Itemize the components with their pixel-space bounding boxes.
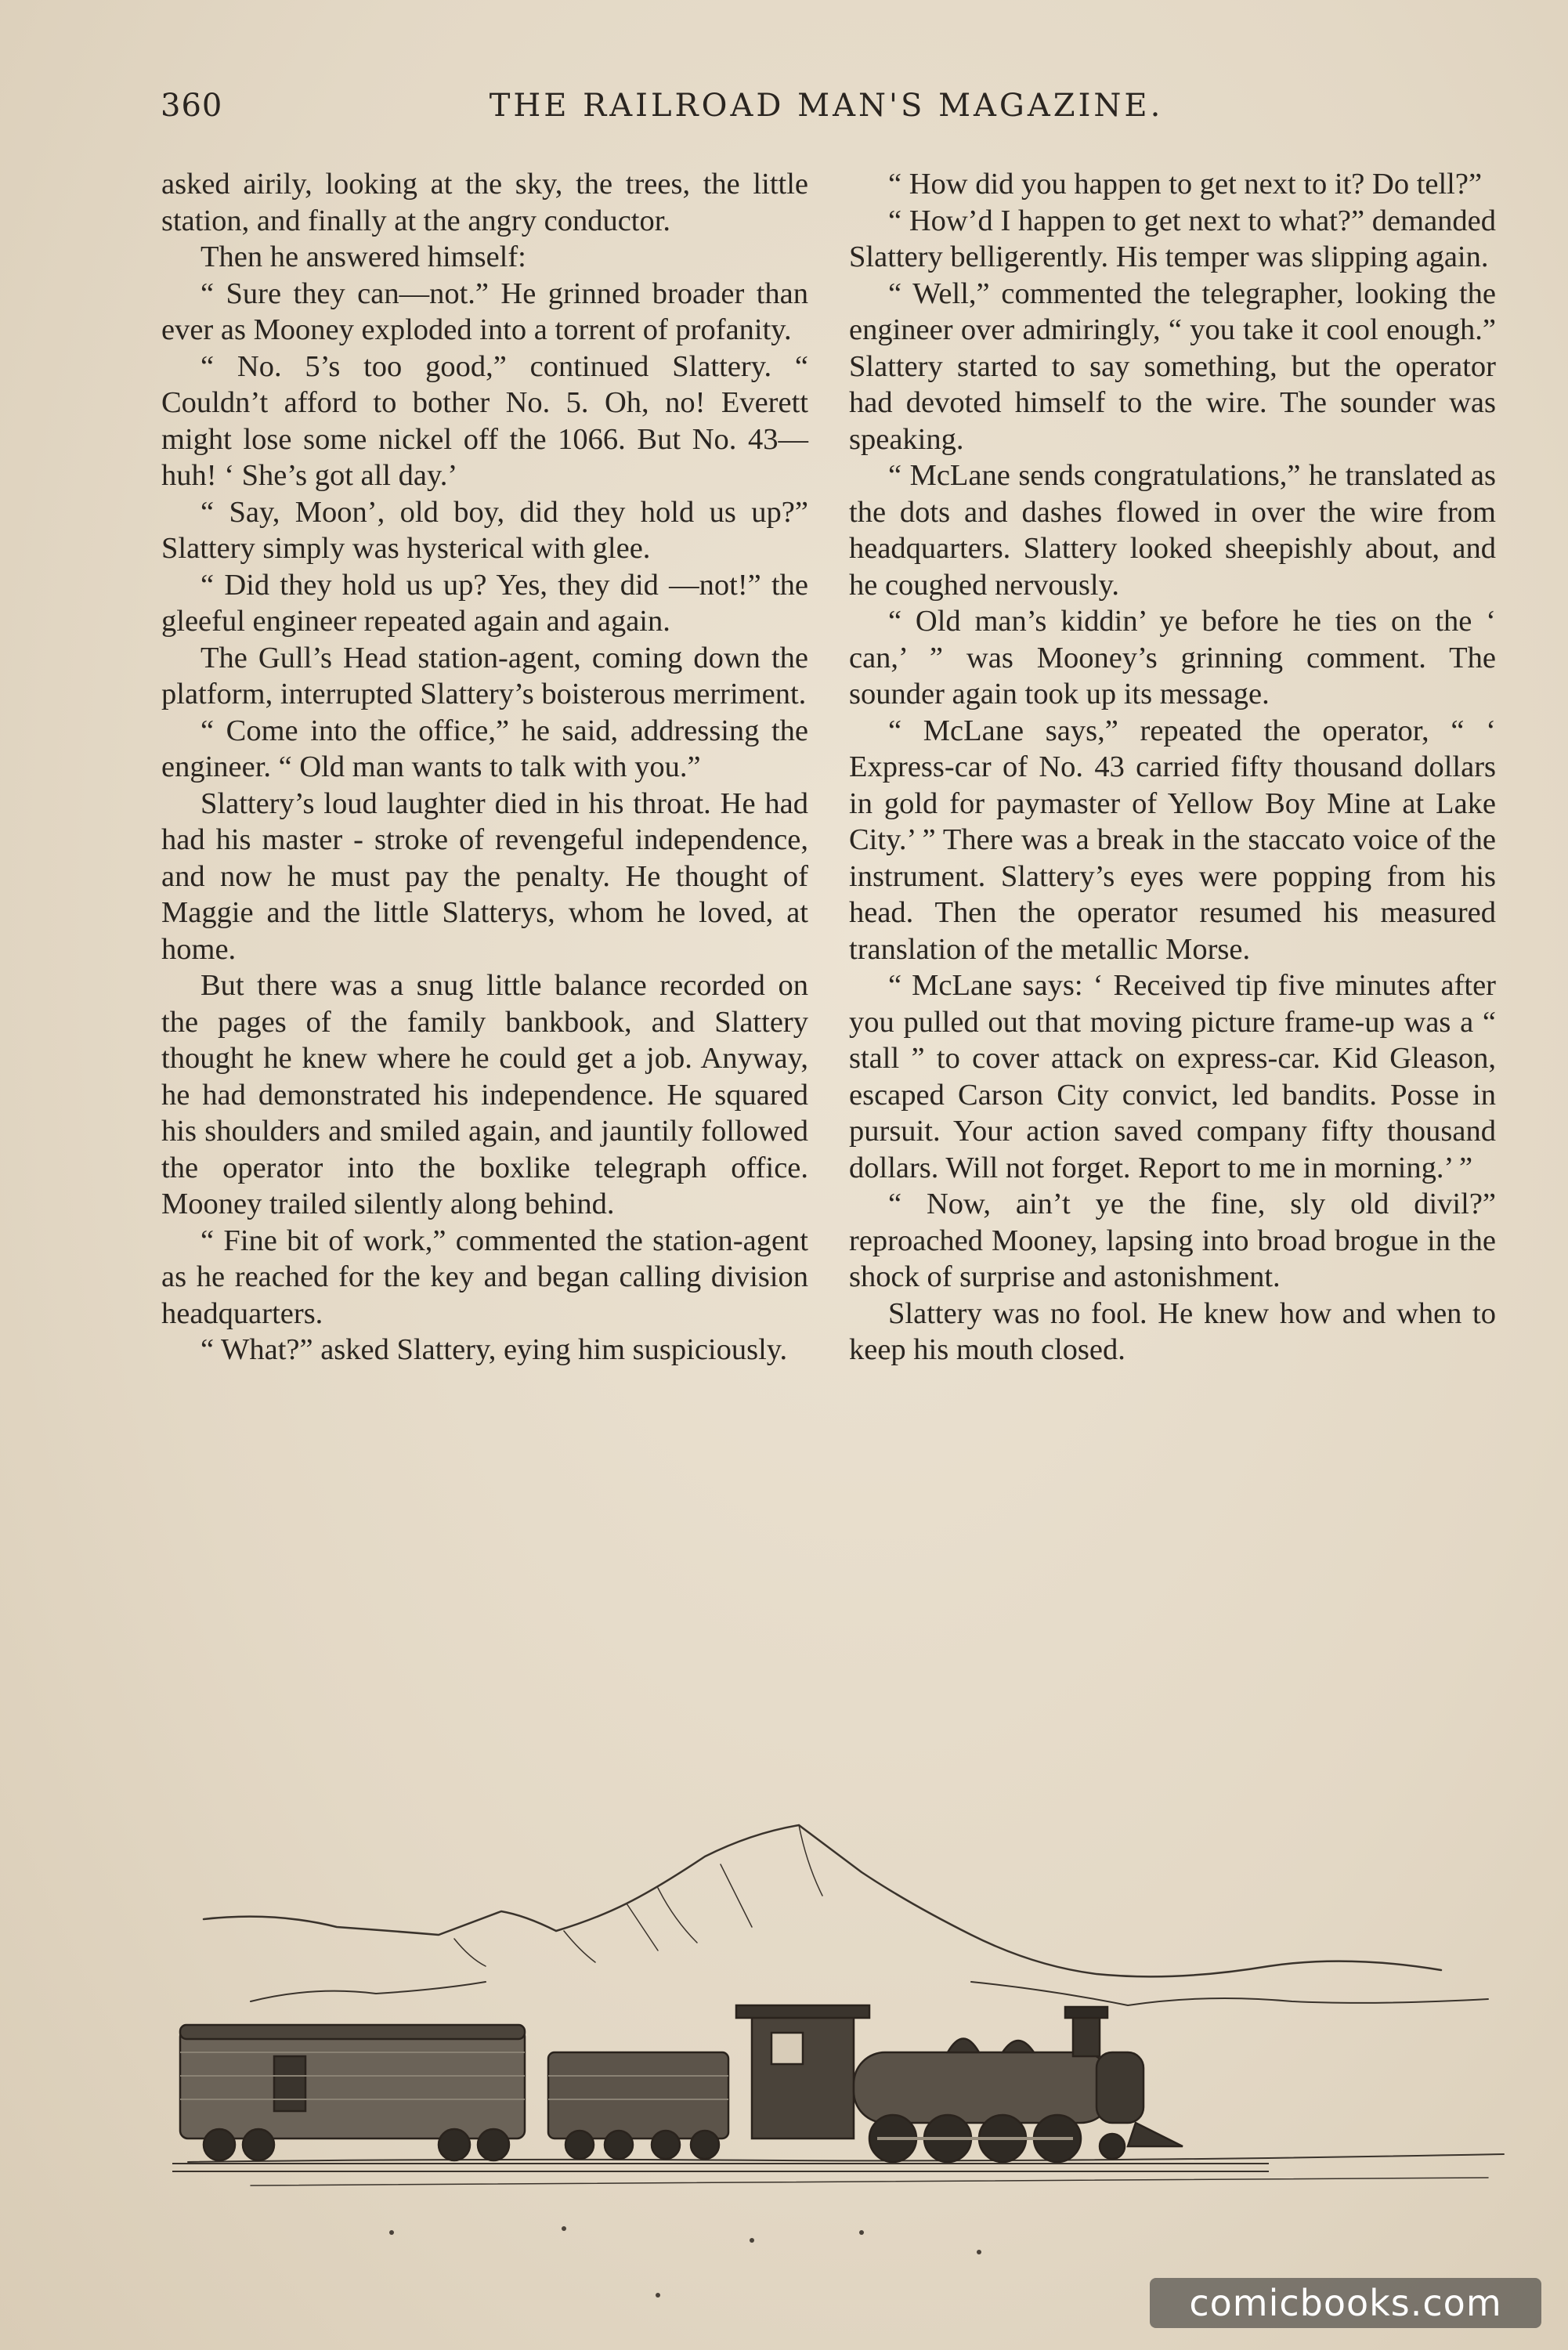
paragraph: But there was a snug little balance recorded on the pages of the family bankbook, and Slattery thought he knew where he could get a job. Anyway, he had demonstrated his independence. He squared his shoulders and smiled again, and jauntily followed the operator into the boxlike telegraph office. Mooney trailed silently along behind. (161, 969, 808, 1220)
paragraph: “ Fine bit of work,” commented the station-agent as he reached for the key and began calling division headquarters. (161, 1224, 808, 1330)
paragraph: Slattery was no fool. He knew how and when to keep his mouth closed. (849, 1296, 1496, 1366)
right-text-column (849, 166, 1496, 1368)
watermark: comicbooks.com (1150, 2278, 1541, 2328)
paragraph: “ Say, Moon’, old boy, did they hold us up?” Slattery simply was hysterical with glee. (161, 495, 808, 565)
paragraph: “ McLane sends congratulations,” he translated as the dots and dashes flowed in over the wire from headquarters. Slattery looked sheepishly about, and he coughed nervously. (849, 459, 1496, 602)
paragraph: “ No. 5’s too good,” continued Slattery. “ Couldn’t afford to bother No. 5. Oh, no! Everett might lose some nickel off the 1066. But No. 43—huh! ‘ She’s got all day.’ (161, 349, 808, 492)
page-header (161, 88, 1492, 135)
paragraph: “ How’d I happen to get next to what?” demanded Slattery belligerently. His temper was slipping again. (849, 204, 1496, 273)
paragraph: “ McLane says,” repeated the operator, “ ‘ Express-car of No. 43 carried fifty thousand dollars in gold for paymaster of Yellow Boy Mine at Lake City.’ ” There was a break in the staccato voice of the instrument. Slattery’s eyes were popping from his head. Then the operator resumed his measured translation of the metallic Morse. (849, 714, 1496, 966)
paragraph: “ How did you happen to get next to it? Do tell?” (888, 168, 1483, 201)
paragraph: The Gull’s Head station-agent, coming down the platform, interrupted Slattery’s boisterous merriment. (161, 641, 808, 710)
magazine-title: THE RAILROAD MAN'S MAGAZINE. (489, 88, 1164, 124)
paragraph: “ Well,” commented the telegrapher, looking the engineer over admiringly, “ you take it cool enough.” Slattery started to say something, but the operator had devoted himself to the wire. The sounder was speaking. (849, 277, 1496, 456)
paragraph: “ Old man’s kiddin’ ye before he ties on the ‘ can,’ ” was Mooney’s grinning comment. The sounder again took up its message. (849, 605, 1496, 710)
paragraph: “ Come into the office,” he said, addressing the engineer. “ Old man wants to talk with you.” (161, 714, 808, 783)
train-mountain-illustration-icon (157, 1794, 1519, 2326)
paragraph: “ Sure they can—not.” He grinned broader than ever as Mooney exploded into a torrent of profanity. (161, 277, 808, 346)
paragraph: Then he answered himself: (201, 240, 526, 273)
paragraph: “ What?” asked Slattery, eying him suspiciously. (201, 1333, 788, 1366)
paragraph: “ Now, ain’t ye the fine, sly old divil?” reproached Mooney, lapsing into broad brogue in the shock of surprise and astonishment. (849, 1188, 1496, 1293)
left-text-column (161, 166, 808, 1368)
paragraph: asked airily, looking at the sky, the trees, the little station, and finally at the angry conductor. (161, 168, 808, 237)
page-number: 360 (161, 88, 223, 124)
paragraph: “ McLane says: ‘ Received tip five minutes after you pulled out that moving picture frame-up was a “ stall ” to cover attack on express-car. Kid Gleason, escaped Carson City convict, led bandits. Posse in pursuit. Your action saved company fifty thousand dollars. Will not forget. Report to me in morning.’ ” (849, 969, 1496, 1184)
paragraph: “ Did they hold us up? Yes, they did —not!” the gleeful engineer repeated again and again. (161, 568, 808, 638)
paragraph: Slattery’s loud laughter died in his throat. He had had his master - stroke of revengeful independence, and now he must pay the penalty. He thought of Maggie and the little Slatterys, whom he loved, at home. (161, 786, 808, 966)
